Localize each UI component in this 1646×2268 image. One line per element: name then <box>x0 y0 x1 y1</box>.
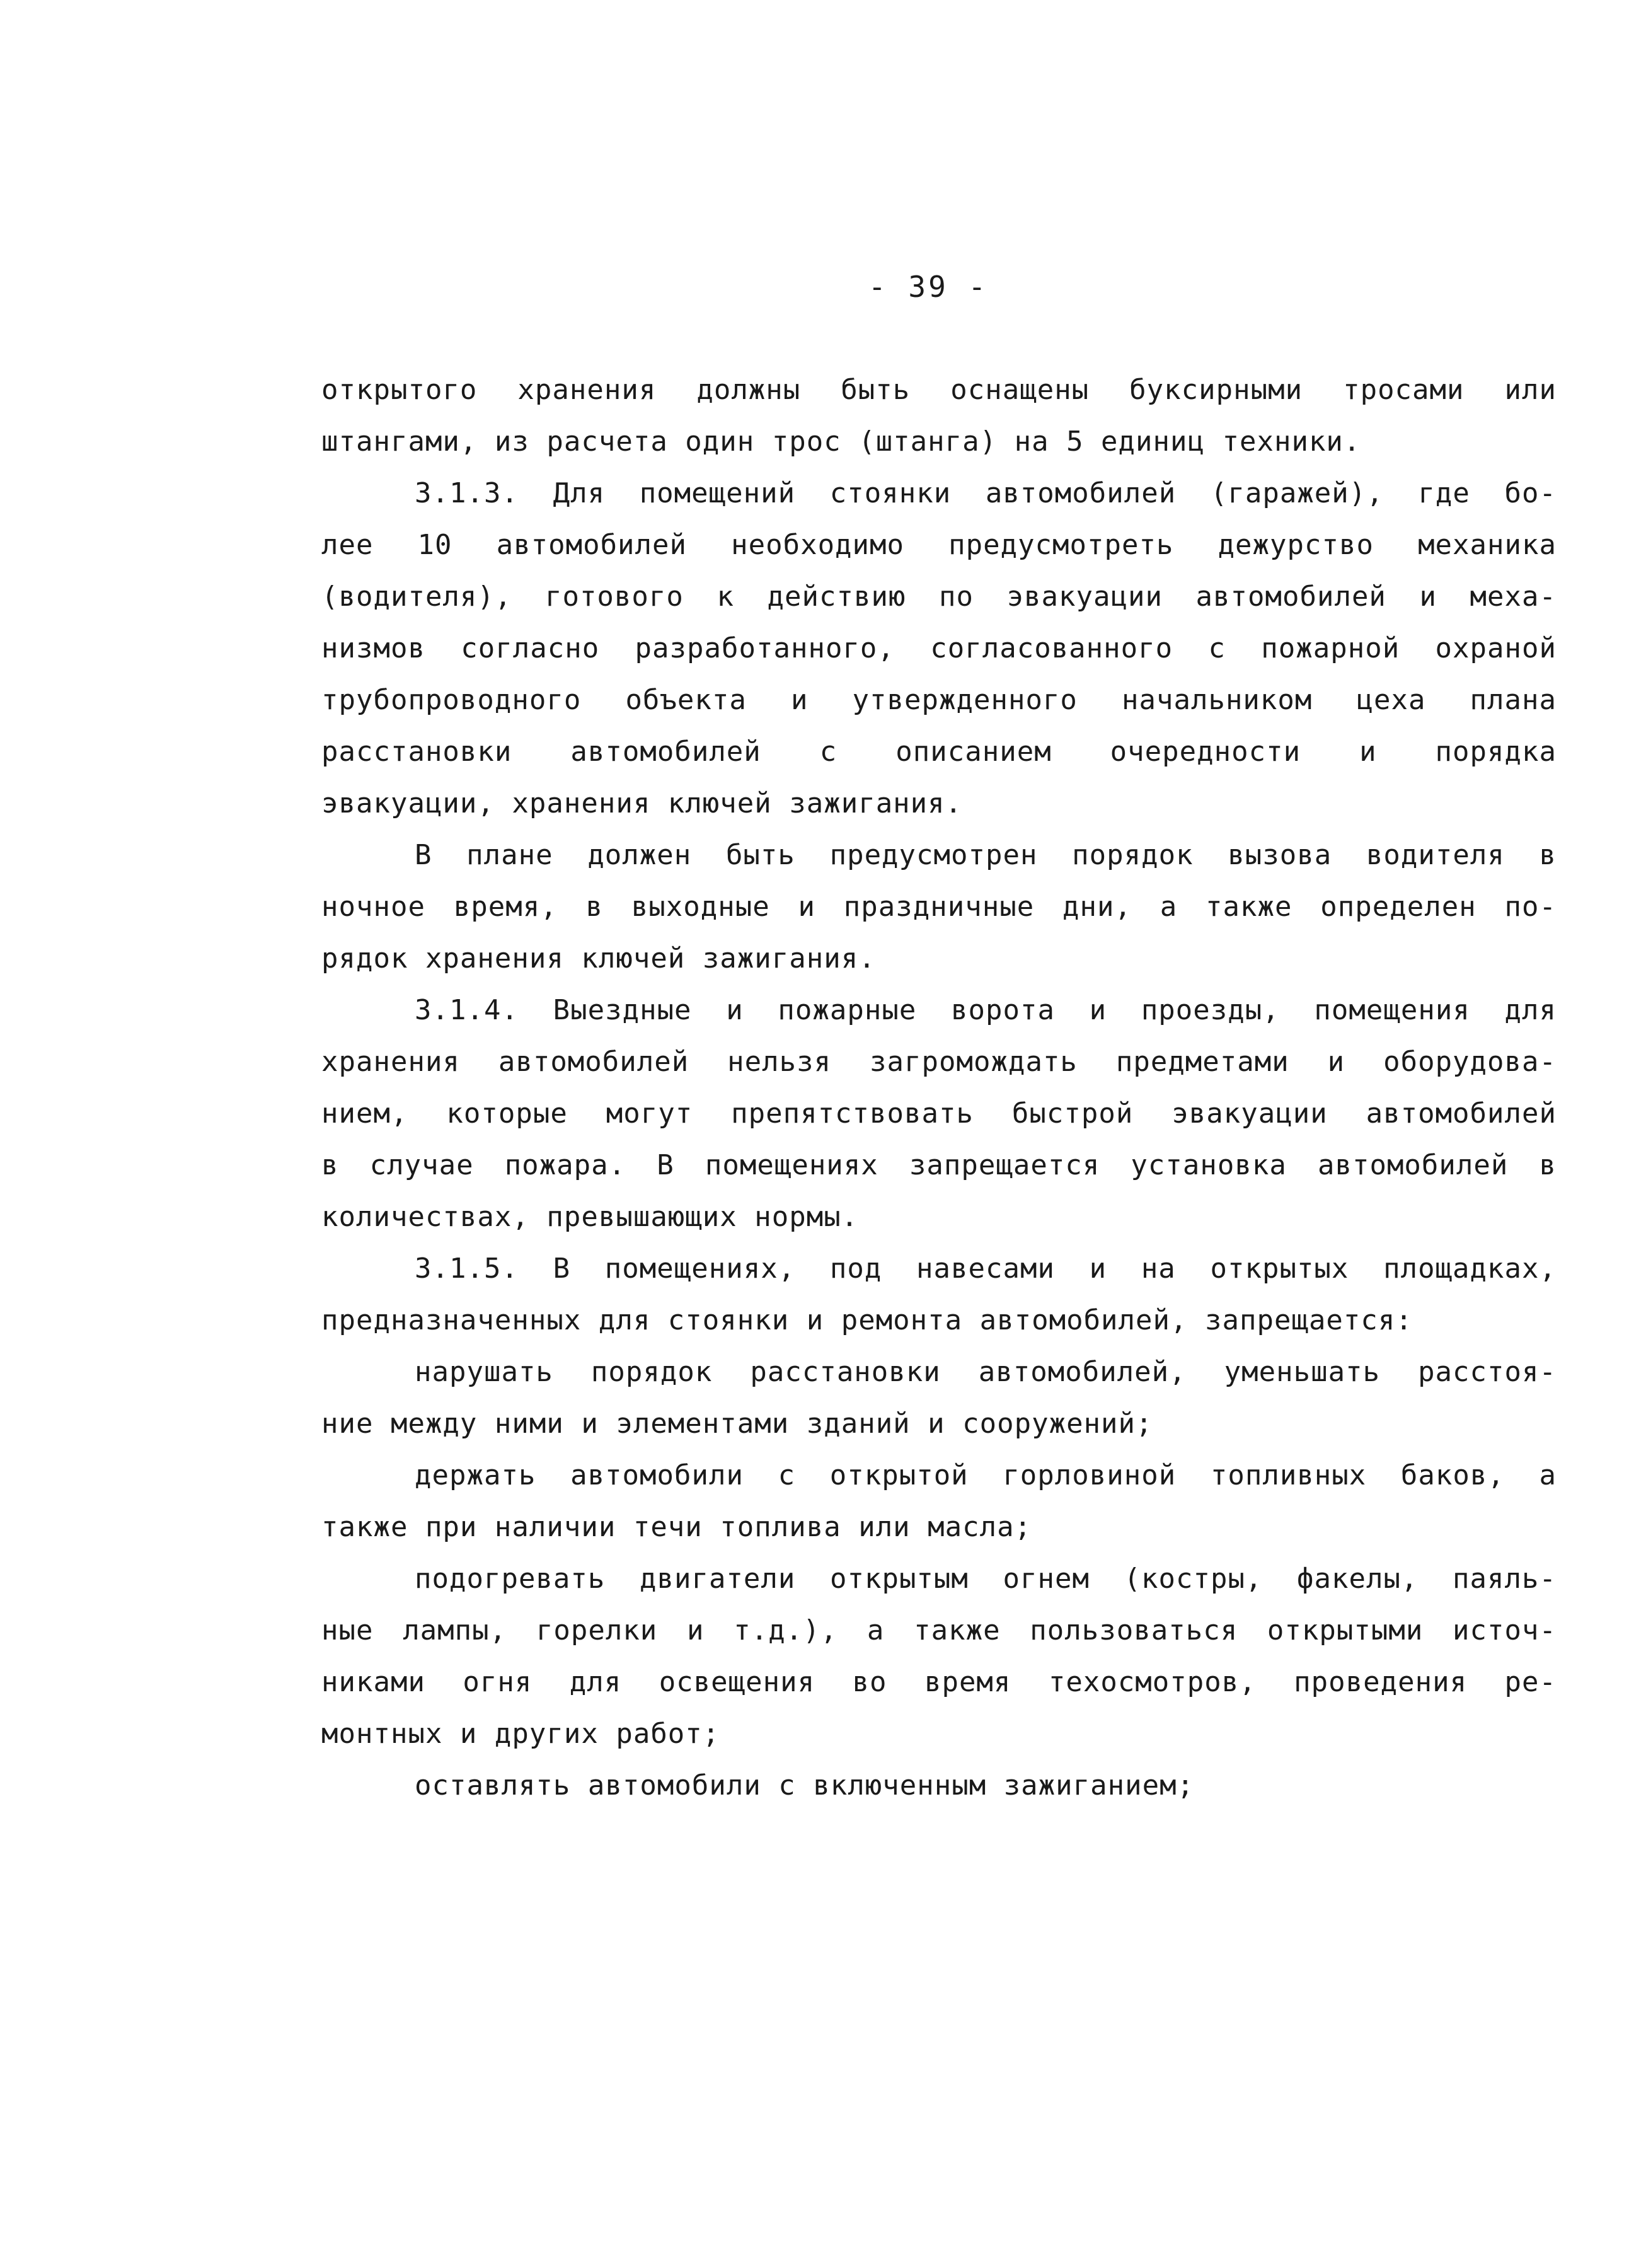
text-line: хранения автомобилей нельзя загромождать предметами и оборудова- <box>321 1046 1557 1078</box>
text-line: трубопроводного объекта и утвержденного начальником цеха плана <box>321 684 1557 716</box>
paragraph-start: 3.1.3. Для помещений стоянки автомобилей (гаражей), где бо- <box>415 477 1557 509</box>
text-line: ные лампы, горелки и т.д.), а также пользоваться открытыми источ- <box>321 1614 1557 1646</box>
text-line: также при наличии течи топлива или масла; <box>321 1511 1032 1543</box>
text-line: количествах, превышающих нормы. <box>321 1201 859 1233</box>
paragraph-start: держать автомобили с открытой горловиной топливных баков, а <box>415 1459 1557 1491</box>
text-line: предназначенных для стоянки и ремонта автомобилей, запрещается: <box>321 1304 1413 1336</box>
text-line: открытого хранения должны быть оснащены буксирными тросами или <box>321 374 1557 406</box>
paragraph-start: нарушать порядок расстановки автомобилей, уменьшать расстоя- <box>415 1356 1557 1388</box>
text-line: монтных и других работ; <box>321 1718 720 1750</box>
text-line: рядок хранения ключей зажигания. <box>321 942 876 975</box>
paragraph-start: В плане должен быть предусмотрен порядок вызова водителя в <box>415 839 1557 871</box>
paragraph-start: 3.1.4. Выездные и пожарные ворота и проезды, помещения для <box>415 994 1557 1026</box>
text-line: ние между ними и элементами зданий и сооружений; <box>321 1408 1153 1440</box>
text-line: лее 10 автомобилей необходимо предусмотреть дежурство механика <box>321 529 1557 561</box>
text-line: в случае пожара. В помещениях запрещается установка автомобилей в <box>321 1149 1557 1181</box>
text-line: эвакуации, хранения ключей зажигания. <box>321 787 963 819</box>
text-line: (водителя), готового к действию по эвакуации автомобилей и меха- <box>321 581 1557 613</box>
text-line: штангами, из расчета один трос (штанга) на 5 единиц техники. <box>321 425 1361 458</box>
paragraph-start: подогревать двигатели открытым огнем (костры, факелы, паяль- <box>415 1563 1557 1595</box>
text-line: расстановки автомобилей с описанием очередности и порядка <box>321 736 1557 768</box>
paragraph-start: оставлять автомобили с включенным зажиганием; <box>415 1769 1195 1802</box>
text-line: нием, которые могут препятствовать быстрой эвакуации автомобилей <box>321 1097 1557 1130</box>
paragraph-start: 3.1.5. В помещениях, под навесами и на открытых площадках, <box>415 1253 1557 1285</box>
document-body <box>321 364 1557 1812</box>
text-line: низмов согласно разработанного, согласованного с пожарной охраной <box>321 632 1557 664</box>
text-line: никами огня для освещения во время техосмотров, проведения ре- <box>321 1666 1557 1698</box>
text-line: ночное время, в выходные и праздничные дни, а также определен по- <box>321 891 1557 923</box>
page-number: - 39 - <box>868 270 989 304</box>
